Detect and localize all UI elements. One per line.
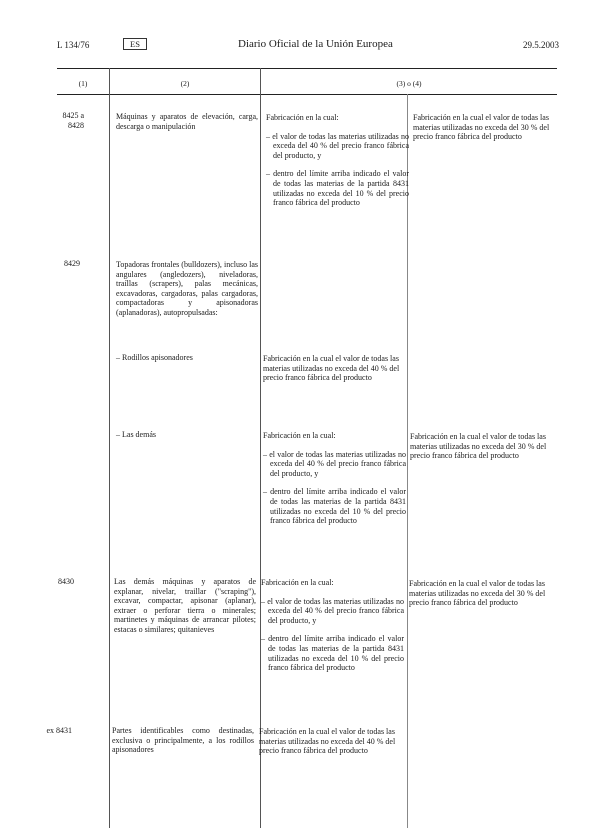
column-header-3-4: (3) o (4) [396, 79, 422, 88]
rule-bullet: – dentro del límite arriba indicado el valor de todas las materias de la partida 8431 utilizadas no exceda del 10 % del precio franco fábrica del producto [261, 634, 404, 673]
rule-bullet: – el valor de todas las materias utilizadas no exceda del 40 % del precio franco fábrica del producto, y [261, 596, 404, 625]
journal-title: Diario Oficial de la Unión Europea [238, 38, 393, 50]
row-description: – Las demás [116, 430, 156, 439]
rule-list [266, 113, 409, 208]
rule-bullet: – dentro del límite arriba indicado el valor de todas las materias de la partida 8431 utilizadas no exceda del 10 % del precio franco fábrica del producto [266, 169, 409, 208]
rule-intro: Fabricación en la cual: [263, 431, 336, 440]
row-description: Partes identificables como destinadas, exclusiva o principalmente, a los rodillos apisonadores [112, 726, 254, 755]
row-description: Topadoras frontales (bulldozers), incluso las angulares (angledozers), niveladoras, traíllas (scrapers), palas mecánicas, excavadoras, cargadoras, palas cargadoras, compactadoras y apisonadoras (aplanadoras), autopropulsadas: [116, 260, 258, 317]
rule-text: Fabricación en la cual el valor de todas las materias utilizadas no exceda del 40 % del precio franco fábrica del producto [259, 727, 396, 756]
alternative-rule: Fabricación en la cual el valor de todas las materias utilizadas no exceda del 30 % del precio franco fábrica del producto [410, 432, 547, 461]
column-header-2: (2) [180, 79, 190, 88]
rule-list [261, 578, 404, 673]
rule-intro: Fabricación en la cual: [261, 578, 334, 587]
row-code [40, 259, 80, 269]
column-divider-2 [260, 68, 261, 828]
row-description: – Rodillos apisonadores [116, 353, 193, 362]
table-top-rule [57, 68, 557, 69]
rule-bullet: – el valor de todas las materias utilizadas no exceda del 40 % del precio franco fábrica del producto, y [263, 449, 406, 478]
code-line: 8428 [68, 120, 84, 130]
row-code [34, 577, 74, 587]
alternative-rule: Fabricación en la cual el valor de todas las materias utilizadas no exceda del 30 % del precio franco fábrica del producto [413, 113, 550, 142]
column-header-1: (1) [78, 79, 88, 88]
row-description: Las demás máquinas y aparatos de explanar, nivelar, traillar ("scraping"), excavar, compactar, apisonar (aplanar), extraer o perforar tierra o minerales; martinetes y máquinas de arrancar pilotes; estacas o similares; quitanieves [114, 577, 256, 634]
rule-bullet: – dentro del límite arriba indicado el valor de todas las materias de la partida 8431 utilizadas no exceda del 10 % del precio franco fábrica del producto [263, 487, 406, 526]
row-description: Máquinas y aparatos de elevación, carga, descarga o manipulación [116, 112, 258, 131]
rule-bullet: – el valor de todas las materias utilizadas no exceda del 40 % del precio franco fábrica del producto, y [266, 131, 409, 160]
column-divider-1 [109, 68, 110, 828]
language-badge: ES [123, 38, 147, 50]
rule-intro: Fabricación en la cual: [266, 113, 339, 122]
code-line: ex 8431 [46, 726, 72, 735]
rule-text: Fabricación en la cual el valor de todas las materias utilizadas no exceda del 40 % del precio franco fábrica del producto [263, 354, 400, 383]
rule-list [263, 431, 406, 526]
row-code [32, 726, 72, 736]
page-reference: L 134/76 [57, 40, 90, 50]
row-code [44, 111, 84, 130]
code-line: 8430 [58, 577, 74, 586]
code-line: 8425 a [62, 111, 84, 120]
alternative-rule: Fabricación en la cual el valor de todas las materias utilizadas no exceda del 30 % del precio franco fábrica del producto [409, 579, 546, 608]
table-header-rule [57, 94, 557, 95]
publication-date: 29.5.2003 [523, 40, 559, 50]
code-line: 8429 [64, 259, 80, 268]
